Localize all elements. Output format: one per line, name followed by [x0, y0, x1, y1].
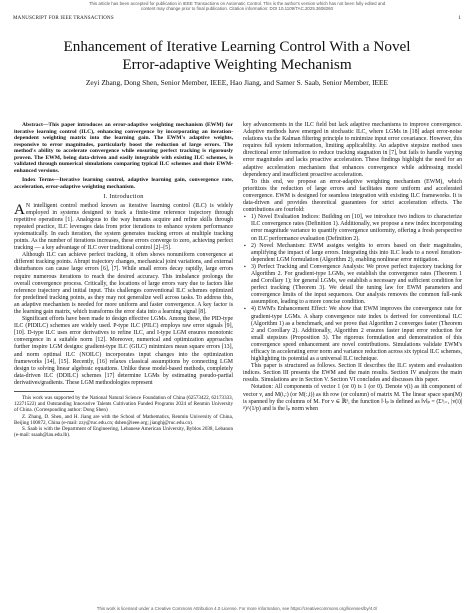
- publication-banner: [0, 1, 474, 11]
- footnote-separator: [14, 391, 74, 392]
- title-line-1: Enhancement of Iterative Learning Control With a Novel: [63, 38, 411, 55]
- intro-paragraph-2: Although ILC can achieve perfect tracking, it often shows nonuniform convergence at different tracking points. Abrupt trajectory changes, mechanical joint variations, and external disturbances can cause large errors [6], [7]. While small errors decay rapidly, large errors require numerous iterations to reach the desired accuracy. This imbalance prolongs the overall convergence process. Critically, the locations of large errors vary due to factors like reference trajectory and initial input. This challenges conventional ILC schemes optimized for predefined tracking points, as they may not generalize well across tasks. To address this, an adaptive mechanism is needed for more uniform and faster convergence. A key factor is the learning gain matrix, which transforms the error data into a learning signal [8].: [14, 252, 233, 315]
- affiliation-footnote-2: S. Saab is with the Department of Engineering, Lebanese American University, Byblos 2038, Lebanon (e-mail: ssaab@lau.edu.lb).: [14, 426, 233, 439]
- contribution-list: [243, 214, 462, 363]
- abstract: Abstract—This paper introduces an error-adaptive weighting mechanism (EWM) for iterative learning control (ILC), enhancing convergence by incorporating an iteration-dependent weighting matrix into the learning gain. The EWM's adaptive weights, responsive to error magnitudes, particularly boost the reduction of large errors. The method's ability to accelerate convergence while ensuring perfect tracking is rigorously proven. The EWM, being data-driven and easily integrable with existing ILC schemes, is validated through numerical simulations comparing typical ILC schemes and their EWM-enhanced versions.: [14, 122, 233, 174]
- contribution-item: ▪ 2) Novel Mechanism: EWM assigns weights to errors based on their magnitudes, amplifying the impact of large errors. Integrating this into ILC leads to a novel iteration-dependent LGM formulation (Algorithm 2), enabling nonlinear error mitigation.: [243, 243, 462, 264]
- running-head: [13, 16, 461, 21]
- structure-paragraph: This paper is structured as follows. Section II describes the ILC system and evaluation indices. Section III presents the EWM and the main results. Section IV analyzes the main results. Simulations are in Section V. Section VI concludes and discusses this paper.: [243, 363, 462, 384]
- drop-cap: A: [14, 201, 25, 218]
- author-list: Zeyi Zhang, Dong Shen, Senior Member, IEEE, Hao Jiang, and Samer S. Saab, Senior Member, IEEE: [85, 78, 389, 87]
- banner-line-1: This article has been accepted for publication in IEEE Transactions on Automatic Control. This is the author's version which has not been fully edited and: [88, 1, 386, 6]
- intro-text-1: N intelligent control method known as iterative learning control (ILC) is widely employed in systems designed to track a finite-time reference trajectory through repetitive operations [1]. Analogous to the way humans acquire and refine skills through repeated practice, ILC leverages data from prior iterations to enhance system performance systematically. In each iteration, the system generates tracking errors at multiple tracking points. As the number of iterations increases, these errors converge to zero, achieving perfect tracking — a key advantage of ILC over traditional control [2]–[5].: [14, 202, 233, 252]
- contribution-item: ▪ 3) Perfect Tracking and Convergence Analysis: We prove perfect trajectory tracking for Algorithm 2. For gradient-type LGMs, we establish the convergence rates (Theorem 1 and Corollary 1); for general LGMs, we establish a necessary and sufficient condition for perfect tracking (Theorem 3). We detail the tuning law for EWM parameters and convergence limits of the input sequences. Our analysis removes the common full-rank assumption, leading to a more concise condition.: [243, 264, 462, 307]
- paper-title: [10, 38, 464, 74]
- page-number: 1: [458, 16, 461, 21]
- index-terms: Index Terms—Iterative learning control, adaptive learning gain, convergence rate, acceleration, error-adaptive weighting mechanism.: [14, 177, 233, 190]
- contribution-item: ▪ 1) Novel Evaluation Indices: Building on [10], we introduce two indices to characterize ILC convergence rates (Definition 1). Additionally, we propose a new index incorporating error magnitude variance to quantify convergence uniformity, offering a fresh perspective on ILC performance evaluation (Definition 2).: [243, 214, 462, 242]
- right-paragraph-1: key advancements in the ILC field but lack adaptive mechanisms to improve convergence. Adaptive methods have emerged in stochastic ILC, where LGMs in [18] adapt error-noise relations via the Kalman filtering principle to minimize input error covariance. However, this requires full system information, limiting applicability. An adaptive stepsize method uses directional error information to reduce tracking stagnation in [7], but fails to handle varying error magnitudes and lacks proactive acceleration. These findings highlight the need for an adaptive acceleration mechanism that enhances convergence while addressing model dependency and insufficient proactive acceleration.: [243, 122, 462, 178]
- affiliation-footnote-1: Z. Zhang, D. Shen, and H. Jiang are with the School of Mathematics, Renmin University of China, Beijing 100872, China (e-mail: zzy@ruc.edu.cn; dshen@ieee.org; jianghj@ruc.edu.cn).: [14, 413, 233, 426]
- right-column: [243, 122, 462, 413]
- journal-name: MANUSCRIPT FOR IEEE TRANSACTIONS: [13, 16, 114, 21]
- funding-footnote: This work was supported by the National Natural Science Foundation of China (62573422, 62173333, 12271522) and Outstanding Innovative Talents Cultivation Funded Programs 2024 of Renmin University of China. (Corresponding author: Dong Shen): [14, 395, 233, 414]
- section-heading-introduction: I. Introduction: [103, 193, 144, 201]
- intro-paragraph-1: [14, 203, 233, 253]
- notation-paragraph: Notation: All components of vector 1 (or 0) is 1 (or 0). Denote v(i) as ith component of vector v, and M(i,:) (or M(:,i)) as ith row (or column) of matrix M. The linear space span(M) is spanned by the columns of M. For v ∈ ℝⁿ, the function ‖·‖ₚ is defined as ‖v‖ₚ = (Σⁿᵢ₌₁ |v(i)|ᵖ)^(1/p) and is the lₚ norm when: [243, 384, 462, 412]
- banner-line-2: content may change prior to final publication. Citation information: DOI 10.1109/TAC.2025.3608260: [140, 6, 334, 12]
- title-line-2: Error-adaptive Weighting Mechanism: [122, 56, 352, 73]
- left-column: [14, 122, 233, 438]
- license-footer: This work is licensed under a Creative Commons Attribution 4.0 License. For more information, see https://creativecommons.org/licenses/by/4.0/: [96, 605, 378, 611]
- contribution-item: ▪ 4) EWM's Enhancement Effect: We show that EWM improves the convergence rate for gradient-type LGMs. A sharp convergence rate index is derived for conventional ILC (Algorithm 1) as a benchmark, and we prove that Algorithm 2 converges faster (Theorem 2 and Corollary 2). Additionally, Algorithm 2 ensures faster input error reduction for small stepsizes (Proposition 3). The rigorous formulation and demonstration of this convergence speed enhancement are novel contributions. Simulations validate EWM's efficacy in accelerating error norm and variance reduction across six typical ILC schemes, highlighting its potential as a universal ILC technique.: [243, 306, 462, 363]
- footnotes: [14, 395, 233, 438]
- right-paragraph-2: To this end, we propose an error-adaptive weighting mechanism (EWM), which prioritizes the reduction of large errors and facilitates more uniform and accelerated convergence. EWM is designed for seamless integration with existing ILC frameworks. It is data-driven and provides theoretical guarantees for strict acceleration effects. The contributions are fourfold:: [243, 178, 462, 214]
- intro-paragraph-3: Significant efforts have been made to design effective LGMs. Among these, the PID-type ILC (PIDILC) schemes are widely used. P-type ILC (PILC) employs raw error signals [9], [10]. D-type ILC uses error derivatives to refine ILC, and I-type LGM ensures monotonic convergence in a suitable norm [12]. Moreover, numerical and optimization approaches further inspire LGM designs: gradient-type ILC (GILC) minimizes mean square errors [13], and norm optimal ILC (NOILC) incorporates input changes into the optimization frameworks [14], [15]. Recently, [16] relaxes classical assumptions by connecting LGM design to solving linear algebraic equations. Unlike these model-based methods, completely data-driven ILC (DDILC) schemes [17] determine LGMs by estimating pseudo-partial derivatives/gradients. These LGM methodologies represent: [14, 316, 233, 386]
